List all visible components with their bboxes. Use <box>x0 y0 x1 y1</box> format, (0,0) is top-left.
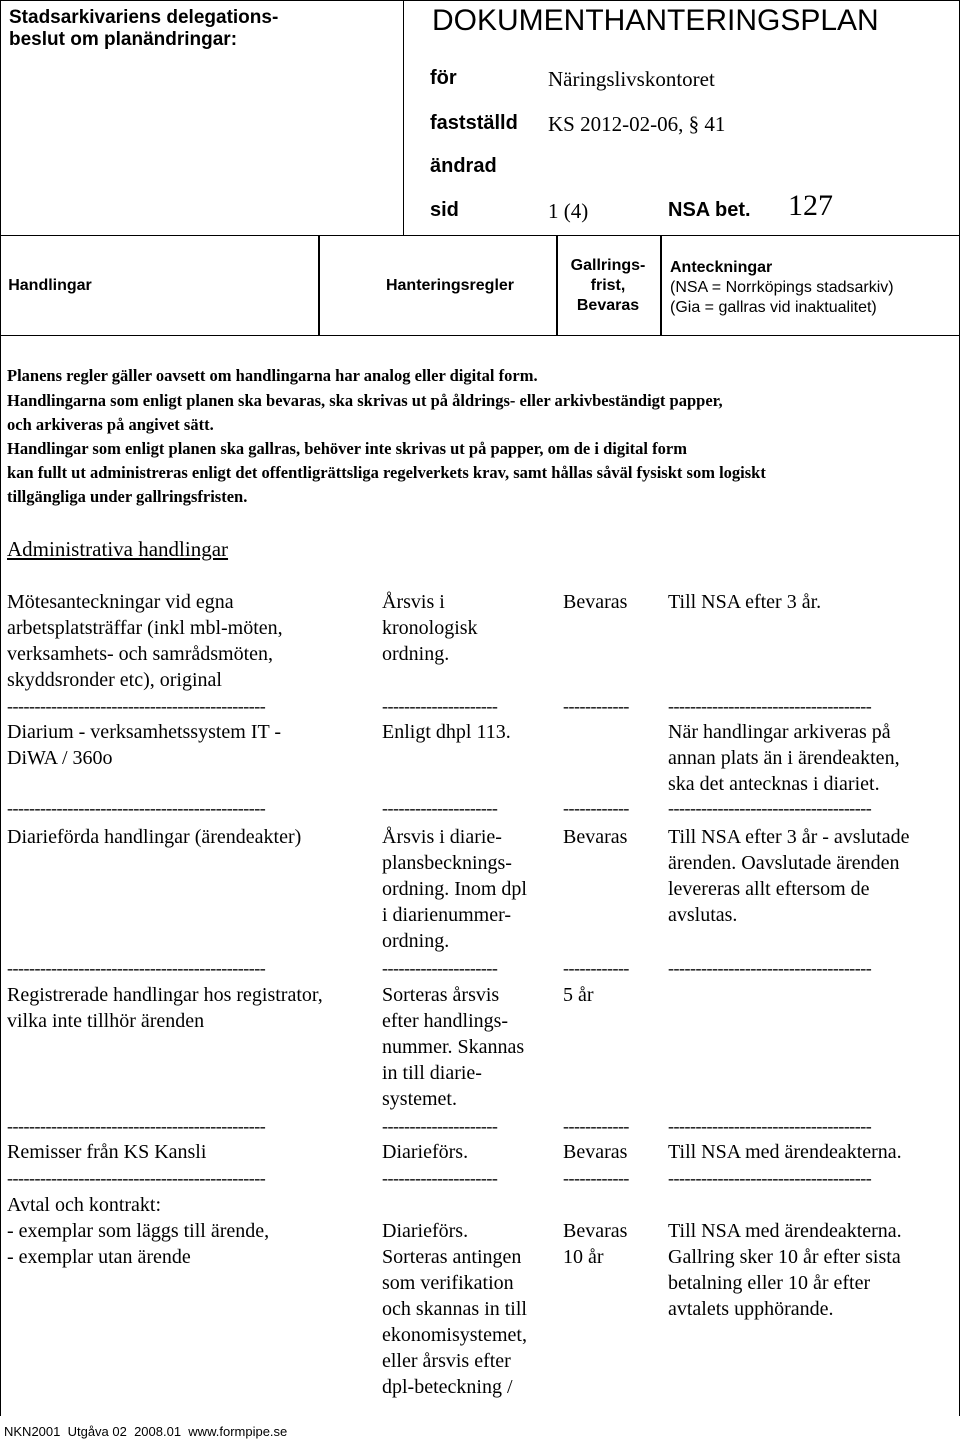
column-header-anteckningar <box>670 258 955 318</box>
separator-row-2-col2: --------------------- <box>382 798 498 818</box>
sid-value: 1 (4) <box>548 199 589 223</box>
row-6-regel: Diarieförs. Sorteras antingen som verifikation och skannas in till ekonomisystemet, eller årsvis efter dpl-beteckning / <box>382 1220 527 1398</box>
separator-row-3-col1: ----------------------------------------------- <box>7 958 266 978</box>
separator-row-1-col2: --------------------- <box>382 696 498 716</box>
row-3-regel: Årsvis i diarie- plansbecknings- ordning. Inom dpl i diarienummer- ordning. <box>382 826 527 952</box>
separator-row-4-col4: ------------------------------------- <box>668 1116 872 1136</box>
delegation-label: Stadsarkivariens delegations- beslut om planändringar: <box>9 7 279 50</box>
row-2-anteckning: När handlingar arkiveras på annan plats än i ärendeakten, ska det antecknas i diariet. <box>668 721 900 795</box>
separator-row-1-col1: ----------------------------------------------- <box>7 696 266 716</box>
col-divider-1 <box>318 236 320 336</box>
anteckningar-gia-note: (Gia = gallras vid inaktualitet) <box>670 299 877 316</box>
separator-row-3-col3: ------------ <box>563 958 629 978</box>
separator-row-5-col1: ----------------------------------------------- <box>7 1168 266 1188</box>
separator-row-1-col3: ------------ <box>563 696 629 716</box>
column-header-handlingar: Handlingar <box>8 277 92 294</box>
row-1-frist: Bevaras <box>563 591 628 613</box>
intro-paragraph-1: Planens regler gäller oavsett om handlingarna har analog eller digital form. <box>7 366 538 385</box>
footer-text: NKN2001 Utgåva 02 2008.01 www.formpipe.se <box>4 1424 288 1439</box>
faststalld-label: fastställd <box>430 112 518 134</box>
row-1-handling: Mötesanteckningar vid egna arbetsplatsträffar (inkl mbl-möten, verksamhets- och samrådsmöten, skyddsronder etc), original <box>7 591 283 691</box>
row-6-handling: Avtal och kontrakt: - exemplar som läggs till ärende, - exemplar utan ärende <box>7 1194 270 1268</box>
row-5-anteckning: Till NSA med ärendeakterna. <box>668 1141 902 1163</box>
plan-header-box <box>402 0 960 236</box>
separator-row-4-col2: --------------------- <box>382 1116 498 1136</box>
separator-row-3-col2: --------------------- <box>382 958 498 978</box>
separator-row-4-col3: ------------ <box>563 1116 629 1136</box>
page-title: DOKUMENTHANTERINGSPLAN <box>432 4 879 37</box>
intro-paragraph-2: Handlingarna som enligt planen ska bevaras, ska skrivas ut på åldrings- eller arkivbeständigt papper, och arkiveras på angivet sätt. <box>7 391 723 434</box>
anteckningar-title: Anteckningar <box>670 259 773 276</box>
separator-row-2-col3: ------------ <box>563 798 629 818</box>
row-2-handling: Diarium - verksamhetssystem IT - DiWA / 360o <box>7 721 282 769</box>
row-1-anteckning: Till NSA efter 3 år. <box>668 591 822 613</box>
row-5-regel: Diarieförs. <box>382 1141 469 1163</box>
separator-row-5-col3: ------------ <box>563 1168 629 1188</box>
row-4-handling: Registrerade handlingar hos registrator, vilka inte tillhör ärenden <box>7 984 323 1032</box>
separator-row-2-col4: ------------------------------------- <box>668 798 872 818</box>
column-header-gallringsfrist: Gallrings- frist, Bevaras <box>570 257 646 314</box>
faststalld-value: KS 2012-02-06, § 41 <box>548 112 726 136</box>
nsa-value: 127 <box>788 189 833 222</box>
column-header-hanteringsregler: Hanteringsregler <box>385 277 515 294</box>
separator-row-3-col4: ------------------------------------- <box>668 958 872 978</box>
for-label: för <box>430 67 457 89</box>
row-3-anteckning: Till NSA efter 3 år - avslutade ärenden. Oavslutade ärenden levereras allt eftersom de avslutas. <box>668 826 910 926</box>
for-value: Näringslivskontoret <box>548 67 715 91</box>
row-3-frist: Bevaras <box>563 826 628 848</box>
row-5-handling: Remisser från KS Kansli <box>7 1141 207 1163</box>
separator-row-2-col1: ----------------------------------------------- <box>7 798 266 818</box>
row-1-regel: Årsvis i kronologisk ordning. <box>382 591 478 665</box>
row-2-regel: Enligt dhpl 113. <box>382 721 511 743</box>
andrad-label: ändrad <box>430 155 497 177</box>
row-4-regel: Sorteras årsvis efter handlings- nummer. Skannas in till diarie- systemet. <box>382 984 525 1110</box>
section-title: Administrativa handlingar <box>7 537 229 561</box>
sid-label: sid <box>430 199 459 221</box>
row-5-frist: Bevaras <box>563 1141 628 1163</box>
separator-row-1-col4: ------------------------------------- <box>668 696 872 716</box>
col-divider-3 <box>660 236 662 336</box>
anteckningar-nsa-note: (NSA = Norrköpings stadsarkiv) <box>670 279 894 296</box>
separator-row-5-col2: --------------------- <box>382 1168 498 1188</box>
delegation-box <box>0 0 404 236</box>
separator-row-4-col1: ----------------------------------------------- <box>7 1116 266 1136</box>
row-3-handling: Diarieförda handlingar (ärendeakter) <box>7 826 302 848</box>
row-6-anteckning: Till NSA med ärendeakterna. Gallring sker 10 år efter sista betalning eller 10 år efter avtalets upphörande. <box>668 1220 902 1320</box>
separator-row-5-col4: ------------------------------------- <box>668 1168 872 1188</box>
intro-paragraph-3: Handlingar som enligt planen ska gallras, behöver inte skrivas ut på papper, om de i digital form kan fullt ut administreras enligt det offentligrättsliga regelverkets krav, samt hållas såväl fysiskt som logiskt tillgängliga under gallringsfristen. <box>7 439 766 506</box>
row-4-frist: 5 år <box>563 984 594 1006</box>
row-6-frist: Bevaras 10 år <box>563 1220 628 1268</box>
nsa-label: NSA bet. <box>668 199 751 221</box>
